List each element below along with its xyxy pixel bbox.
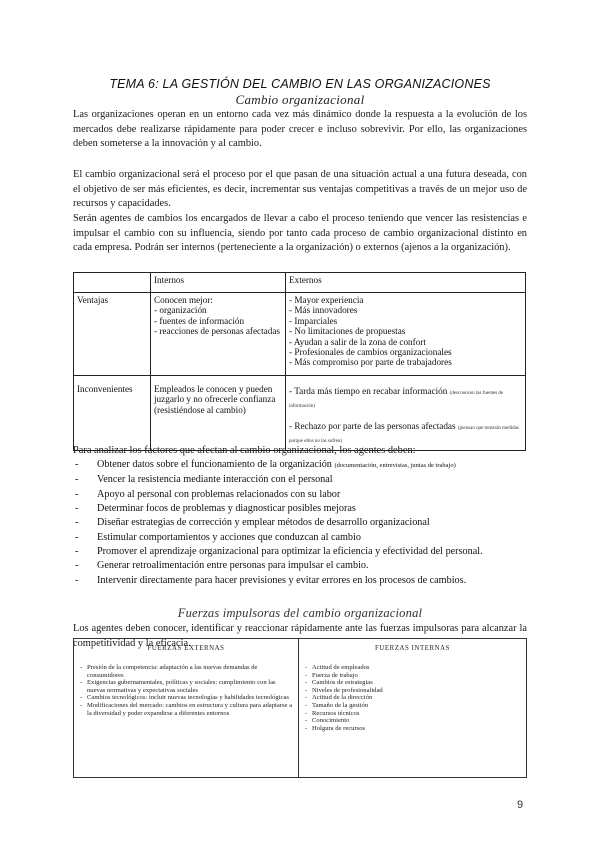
- list-item: - reacciones de personas afectadas: [154, 326, 281, 337]
- list-item: - Conocimiento: [304, 717, 521, 725]
- paragraph-definition: El cambio organizacional será el proceso por el que pasan de una situación actual a una futura deseada, con el objetivo de ser más eficientes, es decir, incrementar sus ventajas competitivas a través de un mejor uso de recursos y capacidades.: [73, 169, 527, 210]
- list-item-note: (desconocen las fuentes de información): [289, 391, 504, 410]
- list-item: - Estimular comportamientos y acciones que conduzcan al cambio: [73, 531, 533, 545]
- table-row: [74, 293, 526, 376]
- list-item: - fuentes de información: [154, 315, 245, 326]
- list-item: [289, 386, 522, 413]
- list-item: - Holgura de recursos: [304, 725, 521, 733]
- row-label: Inconvenientes: [74, 376, 151, 451]
- list-item: - Intervenir directamente para hacer previsiones y evitar errores en los procesos de cambios.: [73, 574, 533, 588]
- list-item: - No limitaciones de propuestas: [289, 326, 406, 337]
- section-heading-forces: Fuerzas impulsoras del cambio organizacional: [177, 606, 423, 620]
- section-subtitle: Cambio organizacional: [235, 92, 365, 107]
- list-item: - Actitud de la dirección: [304, 694, 521, 702]
- list-item: - Generar retroalimentación entre personas para impulsar el cambio.: [73, 559, 533, 573]
- list-item: - Obtener datos sobre el funcionamiento de la organización (documentación, entrevistas, juntas de trabajo): [73, 458, 533, 473]
- list-item: - Determinar focos de problemas y diagnosticar posibles mejoras: [73, 502, 533, 516]
- table-cell: [286, 293, 526, 376]
- list-item: - Más innovadores: [289, 305, 358, 316]
- list-item: - Promover el aprendizaje organizacional para optimizar la eficiencia y efectividad del personal.: [73, 545, 533, 559]
- table-header-cell: Internos: [151, 273, 286, 293]
- row-label: Ventajas: [74, 293, 151, 376]
- list-item: - Mayor experiencia: [289, 295, 364, 305]
- paragraph-forces: Los agentes deben conocer, identificar y reaccionar rápidamente ante las fuerzas impulsoras para alcanzar la competitividad y la eficacia.: [73, 623, 527, 649]
- agent-tasks-list: [73, 458, 533, 588]
- page-number: 9: [517, 799, 524, 811]
- list-item: - Niveles de profesionalidad: [304, 687, 521, 695]
- list-item-note: (documentación, entrevistas, juntas de trabajo): [334, 462, 456, 469]
- table-header-cell: Externos: [286, 273, 526, 293]
- table-cell: [286, 376, 526, 451]
- list-item: - Diseñar estrategias de corrección y emplear métodos de desarrollo organizacional: [73, 516, 533, 530]
- list-item: - organización: [154, 305, 207, 316]
- forces-table: [73, 638, 527, 778]
- paragraph-intro: Las organizaciones operan en un entorno cada vez más dinámico donde la respuesta a la evolución de los mercados debe realizarse rápidamente para poder crecer e incluso sobrevivir. Por ello, las organizaciones deben someterse a la innovación y al cambio.: [73, 109, 527, 150]
- external-forces-title: FUERZAS EXTERNAS: [147, 645, 225, 652]
- list-item: - Presión de la competencia: adaptación a las nuevas demandas de consumidores: [79, 664, 293, 679]
- list-item-note: (piensan que tomarán medidas porque ellos no las sufren): [289, 425, 519, 445]
- list-item: - Cambios de estrategias: [304, 679, 521, 687]
- list-item: - Fuerza de trabajo: [304, 672, 521, 680]
- internal-forces-column: [299, 639, 526, 777]
- list-item: - Ayudan a salir de la zona de confort: [289, 336, 426, 347]
- paragraph-agents: Serán agentes de cambios los encargados de llevar a cabo el proceso teniendo que vencer las resistencias e impulsar el cambio con su influencia, siendo por tanto cada proceso de cambio organizacional distinto en cada empresa. Podrán ser internos (perteneciente a la organización) o externos (ajenos a la organización).: [73, 213, 527, 254]
- list-item-text: - Rechazo por parte de las personas afectadas: [289, 420, 456, 431]
- list-item: - Recursos técnicos: [304, 710, 521, 718]
- list-item: - Vencer la resistencia mediante interacción con el personal: [73, 473, 533, 487]
- list-item-text: - Tarda más tiempo en recabar información: [289, 386, 448, 396]
- table-row: [74, 376, 526, 451]
- list-item: Conocen mejor:: [154, 295, 213, 305]
- list-item: - Apoyo al personal con problemas relacionados con su labor: [73, 488, 533, 502]
- list-item: - Actitud de empleados: [304, 664, 521, 672]
- page-title: TEMA 6: LA GESTIÓN DEL CAMBIO EN LAS ORGANIZACIONES: [109, 77, 491, 91]
- list-item: - Más compromiso por parte de trabajadores: [289, 357, 452, 368]
- table-header-row: [74, 273, 526, 293]
- internal-forces-title: FUERZAS INTERNAS: [374, 645, 451, 652]
- paragraph-factors: Para analizar los factores que afectan al cambio organizacional, los agentes deben:: [73, 445, 416, 456]
- table-header-cell: [74, 273, 151, 293]
- list-item: - Tamaño de la gestión: [304, 702, 521, 710]
- list-item: - Profesionales de cambios organizacionales: [289, 347, 452, 358]
- table-cell: Empleados le conocen y pueden juzgarlo y no ofrecerle confianza (resistiéndose al cambio): [151, 376, 286, 451]
- external-forces-column: [74, 639, 299, 777]
- table-cell: [151, 293, 286, 376]
- list-item: - Cambios tecnológicos: incluir nuevas tecnologías y habilidades tecnológicas: [79, 694, 293, 702]
- list-item: - Imparciales: [289, 315, 338, 326]
- list-item: - Modificaciones del mercado: cambios en estructura y cultura para adaptarse a la diversidad y poder expandirse a diferentes entornos: [79, 702, 293, 717]
- list-item: - Exigencias gubernamentales, políticas y sociales: cumplimiento con las nuevas normativas y expectativas sociales: [79, 679, 293, 694]
- agents-table: [73, 272, 526, 451]
